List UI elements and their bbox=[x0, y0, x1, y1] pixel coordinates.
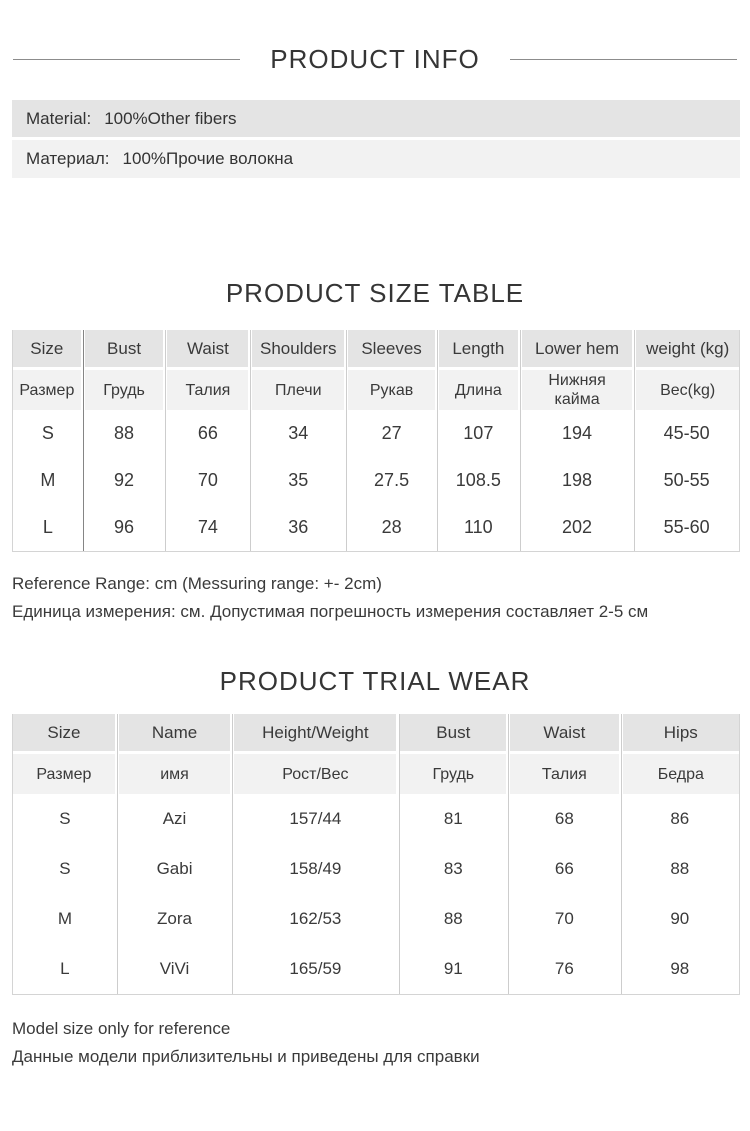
table-row bbox=[13, 457, 739, 504]
table-cell: 66 bbox=[197, 423, 218, 443]
table-cell: 28 bbox=[381, 517, 402, 537]
col-header-ru: Размер bbox=[13, 370, 83, 410]
table-cell: 92 bbox=[114, 470, 135, 490]
col-header: Size bbox=[13, 330, 83, 367]
table-cell: 74 bbox=[197, 517, 218, 537]
table-cell: 35 bbox=[288, 470, 309, 490]
col-header-ru: имя bbox=[117, 754, 232, 794]
material-row-ru bbox=[12, 140, 740, 178]
size-table bbox=[12, 330, 740, 552]
col-header-ru: Грудь bbox=[398, 754, 508, 794]
table-cell: 165/59 bbox=[289, 959, 342, 978]
col-header-ru: Бедра bbox=[621, 754, 739, 794]
table-cell: Zora bbox=[157, 909, 192, 928]
model-note-en: Model size only for reference bbox=[12, 1019, 231, 1038]
table-cell: 27 bbox=[381, 423, 402, 443]
table-cell: 83 bbox=[443, 859, 463, 878]
size-table-title: PRODUCT SIZE TABLE bbox=[225, 278, 525, 308]
col-header: Name bbox=[117, 714, 232, 751]
col-header: weight (kg) bbox=[634, 330, 739, 367]
table-cell: 76 bbox=[554, 959, 574, 978]
col-header: Shoulders bbox=[250, 330, 346, 367]
table-row bbox=[13, 894, 739, 944]
table-cell: 86 bbox=[670, 809, 690, 828]
material-block bbox=[12, 100, 740, 178]
table-row bbox=[13, 504, 739, 551]
col-header: Height/Weight bbox=[232, 714, 398, 751]
table-cell: 68 bbox=[554, 809, 574, 828]
table-cell: 108.5 bbox=[455, 470, 501, 490]
table-cell: 45-50 bbox=[663, 423, 710, 443]
table-cell: L bbox=[60, 959, 70, 978]
size-table-header-row-en bbox=[13, 330, 739, 367]
product-info-header bbox=[0, 44, 750, 74]
table-cell: 70 bbox=[554, 909, 574, 928]
table-row bbox=[13, 794, 739, 844]
table-cell: 202 bbox=[562, 517, 593, 537]
table-cell: 98 bbox=[670, 959, 690, 978]
col-header-ru: Вес(kg) bbox=[634, 370, 739, 410]
measure-note-en: Reference Range: cm (Messuring range: +- 2cm) bbox=[12, 574, 382, 593]
table-cell: 34 bbox=[288, 423, 309, 443]
trial-table-notes bbox=[12, 1015, 740, 1071]
table-cell: 81 bbox=[443, 809, 463, 828]
trial-table-header-row-ru bbox=[13, 754, 739, 794]
col-header: Bust bbox=[83, 330, 166, 367]
size-table-notes bbox=[12, 570, 740, 626]
header-rule-right bbox=[510, 59, 737, 60]
table-cell: 158/49 bbox=[289, 859, 342, 878]
measure-note-ru: Единица измерения: см. Допустимая погрешность измерения составляет 2-5 см bbox=[12, 602, 649, 621]
table-cell: 110 bbox=[463, 517, 493, 537]
col-header-ru: Грудь bbox=[83, 370, 166, 410]
col-header: Sleeves bbox=[346, 330, 437, 367]
table-cell: 107 bbox=[463, 423, 494, 443]
col-header-ru: Рукав bbox=[346, 370, 437, 410]
table-cell: 55-60 bbox=[663, 517, 710, 537]
material-label-en: Material: bbox=[26, 108, 92, 128]
table-row bbox=[13, 944, 739, 994]
table-cell: Gabi bbox=[156, 859, 193, 878]
col-header: Size bbox=[13, 714, 117, 751]
col-header: Bust bbox=[398, 714, 508, 751]
table-cell: 66 bbox=[554, 859, 574, 878]
table-row bbox=[13, 844, 739, 894]
trial-table-header-row-en bbox=[13, 714, 739, 751]
table-cell: 88 bbox=[114, 423, 135, 443]
table-cell: 162/53 bbox=[289, 909, 342, 928]
table-row bbox=[13, 410, 739, 457]
table-cell: Azi bbox=[162, 809, 187, 828]
table-cell: S bbox=[59, 809, 71, 828]
table-cell: 27.5 bbox=[374, 470, 410, 490]
table-cell: 88 bbox=[670, 859, 690, 878]
col-header-ru: Нижняя кайма bbox=[520, 370, 635, 410]
col-header-ru: Размер bbox=[13, 754, 117, 794]
table-cell: M bbox=[57, 909, 72, 928]
material-value-ru: 100%Прочие волокна bbox=[122, 149, 294, 168]
material-row-en bbox=[12, 100, 740, 137]
table-cell: L bbox=[42, 517, 53, 537]
table-cell: S bbox=[41, 423, 54, 443]
page-title: PRODUCT INFO bbox=[270, 44, 480, 74]
table-cell: S bbox=[59, 859, 71, 878]
material-label-ru: Материал: bbox=[26, 149, 110, 168]
table-cell: 96 bbox=[114, 517, 135, 537]
col-header-ru: Талия bbox=[165, 370, 250, 410]
col-header-ru: Талия bbox=[508, 754, 621, 794]
table-cell: 88 bbox=[443, 909, 463, 928]
size-table-header-row-ru bbox=[13, 370, 739, 410]
col-header: Length bbox=[437, 330, 520, 367]
table-cell: ViVi bbox=[159, 959, 190, 978]
table-cell: 194 bbox=[562, 423, 593, 443]
table-cell: 90 bbox=[670, 909, 690, 928]
table-cell: 157/44 bbox=[289, 809, 342, 828]
table-cell: 50-55 bbox=[663, 470, 710, 490]
material-value-en: 100%Other fibers bbox=[104, 108, 237, 128]
table-cell: 36 bbox=[288, 517, 309, 537]
table-cell: 198 bbox=[562, 470, 593, 490]
col-header: Lower hem bbox=[520, 330, 635, 367]
col-header: Hips bbox=[621, 714, 739, 751]
col-header-ru: Плечи bbox=[250, 370, 346, 410]
col-header: Waist bbox=[165, 330, 250, 367]
col-header-ru: Рост/Вес bbox=[232, 754, 398, 794]
model-note-ru: Данные модели приблизительны и приведены для справки bbox=[12, 1047, 480, 1066]
header-rule-left bbox=[13, 59, 240, 60]
col-header: Waist bbox=[508, 714, 621, 751]
col-header-ru: Длина bbox=[437, 370, 520, 410]
trial-table-title: PRODUCT TRIAL WEAR bbox=[219, 666, 531, 696]
table-cell: 70 bbox=[197, 470, 218, 490]
trial-table bbox=[12, 714, 740, 995]
table-cell: 91 bbox=[443, 959, 463, 978]
table-cell: M bbox=[40, 470, 56, 490]
